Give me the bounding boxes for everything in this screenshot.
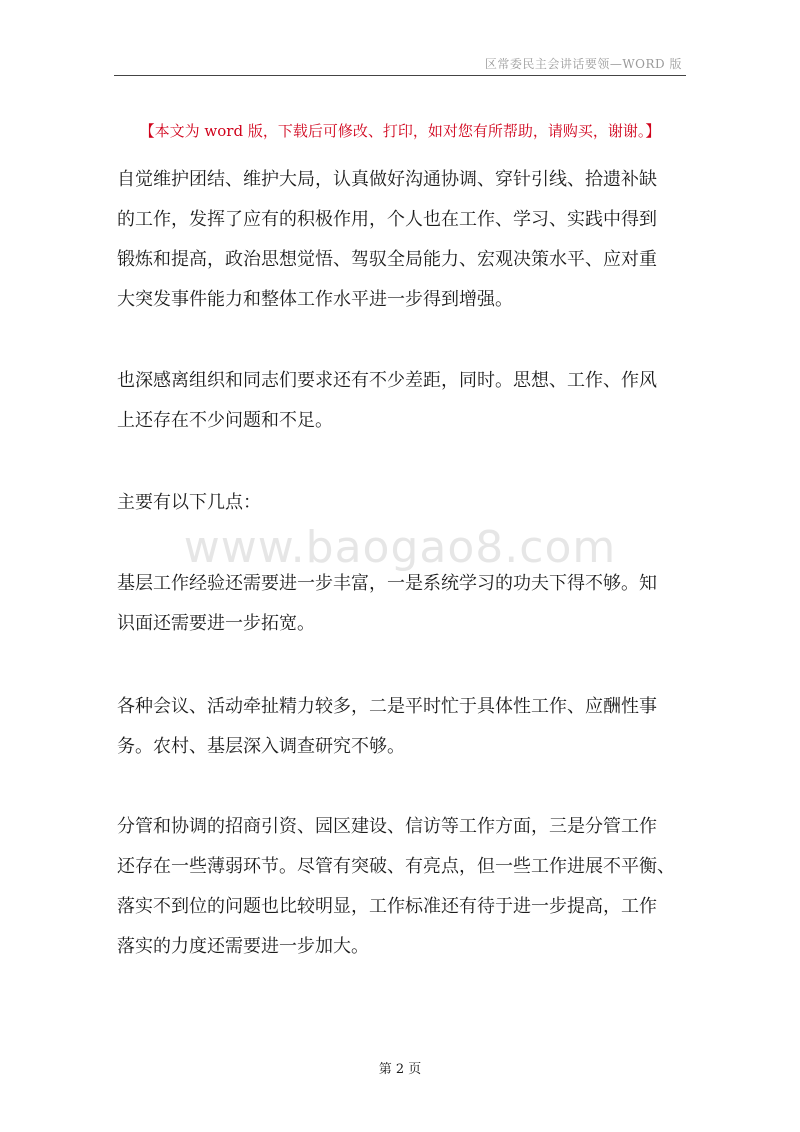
- text-line: 主要有以下几点：: [117, 492, 261, 513]
- text-line: 大突发事件能力和整体工作水平进一步得到增强。: [117, 289, 513, 310]
- text-line: 自觉维护团结、维护大局，认真做好沟通协调、穿针引线、拾遗补缺: [117, 169, 657, 190]
- text-line: 也深感离组织和同志们要求还有不少差距，同时。思想、工作、作风: [117, 370, 657, 391]
- text-line: 落实的力度还需要进一步加大。: [117, 936, 369, 957]
- text-line: 基层工作经验还需要进一步丰富，一是系统学习的功夫下得不够。知: [117, 573, 657, 594]
- purchase-notice: 【本文为 word 版，下载后可修改、打印，如对您有所帮助，请购买，谢谢。】: [139, 122, 661, 140]
- text-line: 锻炼和提高，政治思想觉悟、驾驭全局能力、宏观决策水平、应对重: [117, 249, 657, 270]
- text-line: 还存在一些薄弱环节。尽管有突破、有亮点，但一些工作进展不平衡、: [117, 856, 675, 877]
- watermark: www.baogao8.com: [183, 522, 617, 573]
- text-line: 落实不到位的问题也比较明显，工作标准还有待于进一步提高，工作: [117, 896, 657, 917]
- text-line: 识面还需要进一步拓宽。: [117, 613, 315, 634]
- running-header: 区常委民主会讲话要领—WORD 版: [484, 57, 682, 71]
- page-number: 第 2 页: [378, 1062, 422, 1077]
- paragraph: [117, 807, 687, 967]
- document-body: [117, 160, 687, 1013]
- text-line: 各种会议、活动牵扯精力较多，二是平时忙于具体性工作、应酬性事: [117, 696, 657, 717]
- text-line: 分管和协调的招商引资、园区建设、信访等工作方面，三是分管工作: [117, 816, 657, 837]
- text-line: 的工作，发挥了应有的积极作用，个人也在工作、学习、实践中得到: [117, 209, 657, 230]
- text-line: 上还存在不少问题和不足。: [117, 410, 333, 431]
- paragraph: [117, 564, 687, 644]
- paragraph: [117, 361, 687, 441]
- paragraph: [117, 160, 687, 320]
- paragraph: [117, 687, 687, 767]
- paragraph: [117, 483, 687, 523]
- header-divider: [114, 75, 686, 76]
- text-line: 务。农村、基层深入调查研究不够。: [117, 736, 405, 757]
